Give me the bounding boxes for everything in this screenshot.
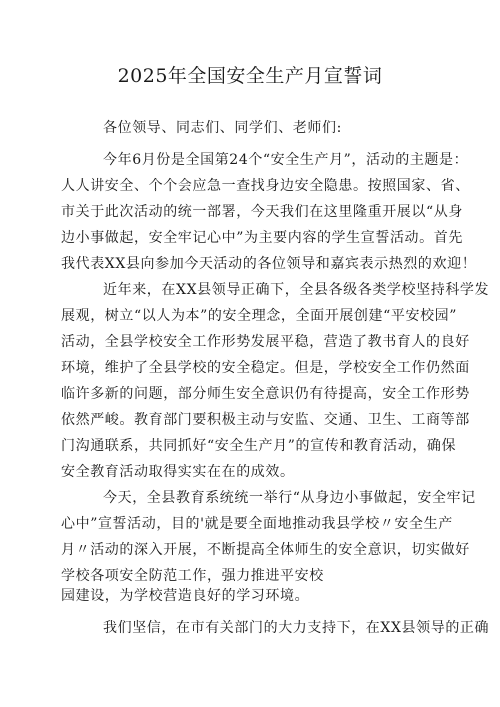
paragraph-line: 园建设，为学校营造良好的学习环境。 xyxy=(61,588,310,604)
paragraph-line: 我代表XX县向参加今天活动的各位领导和嘉宾表示热烈的欢迎！ xyxy=(61,256,477,272)
paragraph-line: 临许多新的问题，部分师生安全意识仍有待提高，安全工作形势 xyxy=(61,386,470,402)
paragraph-line: 今年6月份是全国第24个“安全生产月”，活动的主题是： xyxy=(103,152,469,168)
paragraph-line: 活动，全县学校安全工作形势发展平稳，营造了教书育人的良好 xyxy=(61,334,470,350)
document-title: 2025年全国安全生产月宣誓词 xyxy=(117,65,383,87)
paragraph-line: 安全教育活动取得实实在在的成效。 xyxy=(61,464,295,480)
salutation-line: 各位领导、同志们、同学们、老师们: xyxy=(103,120,342,136)
paragraph-line: 今天，全县教育系统统一举行“从身边小事做起，安全牢记 xyxy=(103,490,476,506)
paragraph-line: 我们坚信，在市有关部门的大力支持下，在XX县领导的正确 xyxy=(103,620,490,636)
paragraph-line: 近年来，在XX县领导正确下，全县各级各类学校坚持科学发 xyxy=(103,282,490,298)
paragraph-line: 人人讲安全、个个会应急一查找身边安全隐患。按照国家、省、 xyxy=(61,178,470,194)
paragraph-line: 门沟通联系，共同抓好“安全生产月”的宣传和教育活动，确保 xyxy=(61,438,457,454)
paragraph-line: 边小事做起，安全牢记心中”为主要内容的学生宣誓活动。首先 xyxy=(61,230,463,246)
paragraph-line: 月〃活动的深入开展，不断提高全体师生的安全意识，切实做好 xyxy=(61,542,470,558)
paragraph-line: 学校各项安全防范工作，强力推进平安校 xyxy=(61,568,324,584)
paragraph-line: 依然严峻。教育部门要积极主动与安监、交通、卫生、工商等部 xyxy=(61,412,470,428)
paragraph-line: 环境，维护了全县学校的安全稳定。但是，学校安全工作仍然面 xyxy=(61,360,470,376)
paragraph-line: 市关于此次活动的统一部署，今天我们在这里隆重开展以“从身 xyxy=(61,204,463,220)
paragraph-line: 心中”宣誓活动，目的'就是要全面地推动我县学校〃安全生产 xyxy=(61,516,453,532)
paragraph-line: 展观，树立“以人为本”的安全理念，全面开展创建“平安校园” xyxy=(61,308,458,324)
